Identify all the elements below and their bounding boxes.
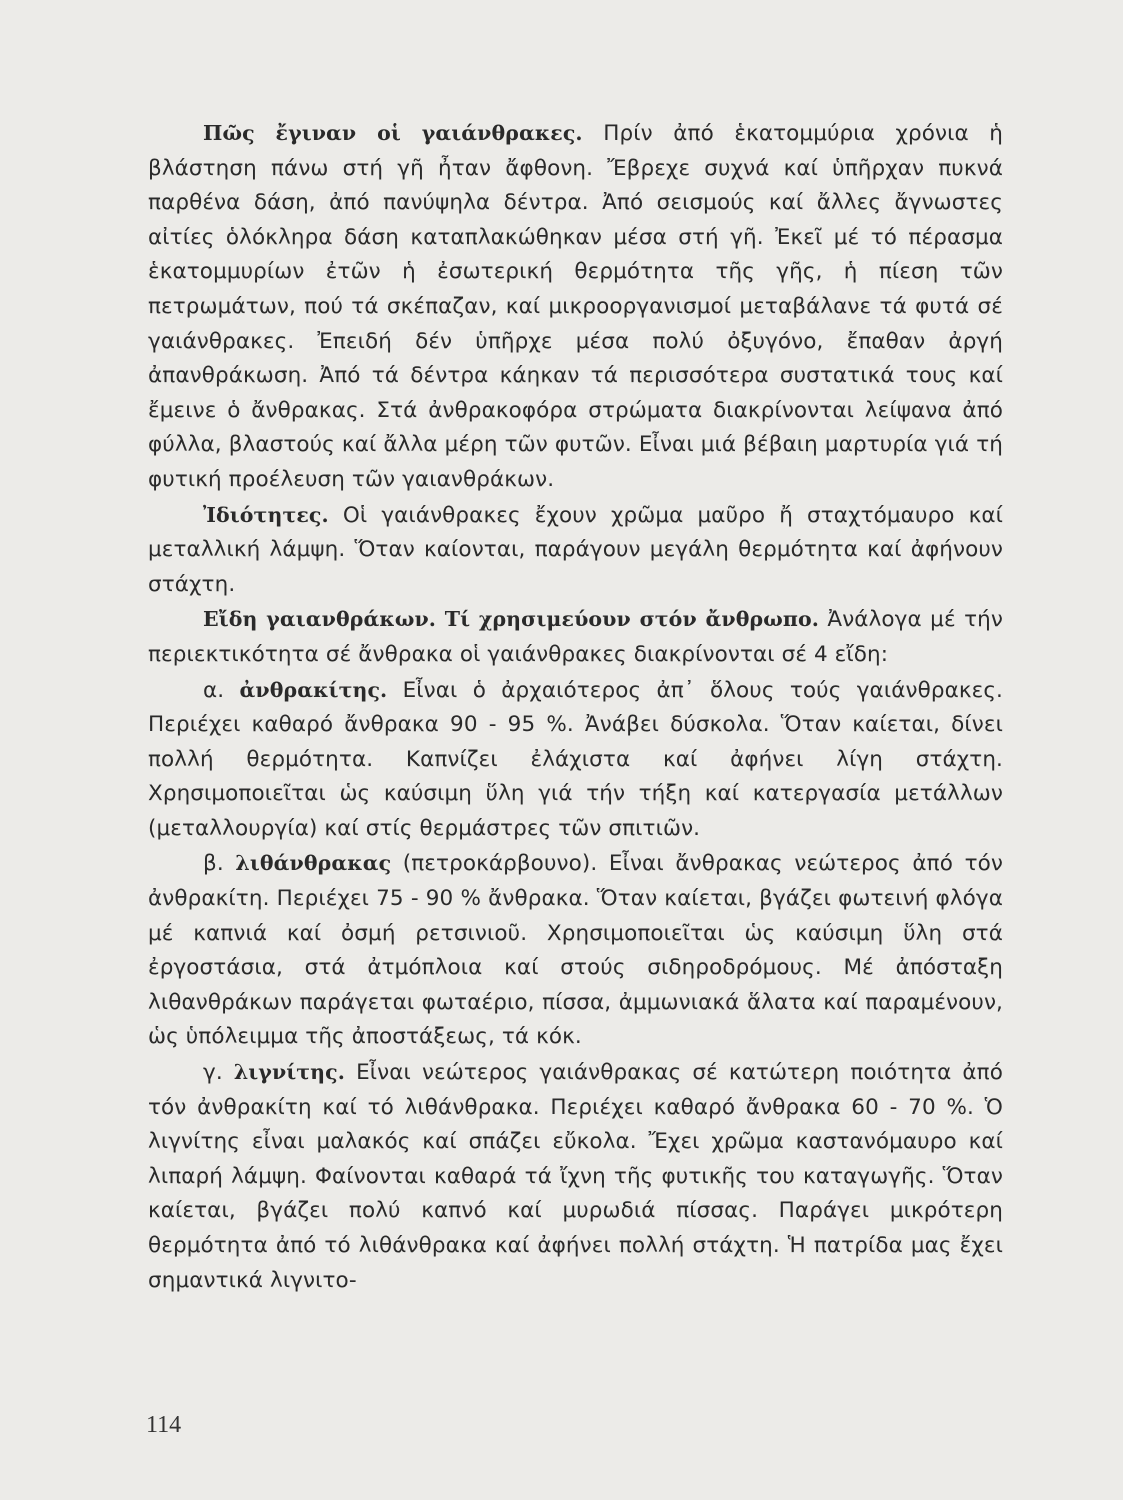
heading-types: Εἴδη γαιανθράκων. Τί χρησιμεύουν στόν ἄνθρωπο. bbox=[203, 607, 819, 632]
text-bituminous: (πετροκάρβουνο). Εἶναι ἄνθρακας νεώτερος ἀπό τόν ἀνθρακίτη. Περιέχει 75 - 90 % ἄνθρακα. Ὅταν καίεται, βγάζει φωτεινή φλόγα μέ καπνιά καί ὀσμή ρετσινιοῦ. Χρησιμοποιεῖται ὡς καύσιμη ὕλη στά ἐργοστάσια, στά ἀτμόπλοια καί στούς σιδηροδρόμους. Μέ ἀπόσταξη λιθανθράκων παράγεται φωταέριο, πίσσα, ἀμμωνιακά ἅλατα καί παραμένουν, ὡς ὑπόλειμμα τῆς ἀποστάξεως, τά κόκ. bbox=[148, 851, 1003, 1050]
prefix-anthracite: α. bbox=[203, 677, 240, 703]
paragraph-properties bbox=[148, 498, 1003, 603]
text-origin: Πρίν ἀπό ἑκατομμύρια χρόνια ἡ βλάστηση πάνω στή γῆ ἦταν ἄφθονη. Ἔβρεχε συχνά καί ὑπῆρχαν πυκνά παρθένα δάση, ἀπό πανύψηλα δέντρα. Ἀπό σεισμούς καί ἄλλες ἄγνωστες αἰτίες ὁλόκληρα δάση καταπλακώθηκαν μέσα στή γῆ. Ἐκεῖ μέ τό πέρασμα ἑκατομμυρίων ἐτῶν ἡ ἐσωτερική θερμότητα τῆς γῆς, ἡ πίεση τῶν πετρωμάτων, πού τά σκέπαζαν, καί μικροοργανισμοί μεταβάλανε τά φυτά σέ γαιάνθρακες. Ἐπειδή δέν ὑπῆρχε μέσα πολύ ὀξυγόνο, ἔπαθαν ἀργή ἀπανθράκωση. Ἀπό τά δέντρα κάηκαν τά περισσότερα συστατικά τους καί ἔμεινε ὁ ἄνθρακας. Στά ἀνθρακοφόρα στρώματα διακρίνονται λείψανα ἀπό φύλλα, βλαστούς καί ἄλλα μέρη τῶν φυτῶν. Εἶναι μιά βέβαιη μαρτυρία γιά τή φυτική προέλευση τῶν γαιανθράκων. bbox=[148, 121, 1003, 492]
paragraph-types bbox=[148, 602, 1003, 672]
text-lignite: Εἶναι νεώτερος γαιάνθρακας σέ κατώτερη ποιότητα ἀπό τόν ἀνθρακίτη καί τό λιθάνθρακα. Περιέχει καθαρό ἄνθρακα 60 - 70 %. Ὁ λιγνίτης εἶναι μαλακός καί σπάζει εὔκολα. Ἔχει χρῶμα καστανόμαυρο καί λιπαρή λάμψη. Φαίνονται καθαρά τά ἴχνη τῆς φυτικῆς του καταγωγῆς. Ὅταν καίεται, βγάζει πολύ καπνό καί μυρωδιά πίσσας. Παράγει μικρότερη θερμότητα ἀπό τό λιθάνθρακα καί ἀφήνει πολλή στάχτη. Ἡ πατρίδα μας ἔχει σημαντικά λιγνιτο- bbox=[148, 1060, 1003, 1293]
heading-lignite: λιγνίτης. bbox=[233, 1060, 346, 1085]
text-types: Ἀνάλογα μέ τήν περιεκτικότητα σέ ἄνθρακα οἱ γαιάνθρακες διακρίνονται σέ 4 εἴδη: bbox=[148, 607, 1003, 667]
paragraph-bituminous bbox=[148, 846, 1003, 1055]
heading-origin: Πῶς ἔγιναν οἱ γαιάνθρακες. bbox=[203, 121, 583, 145]
prefix-lignite: γ. bbox=[203, 1060, 234, 1086]
text-properties: Οἱ γαιάνθρακες ἔχουν χρῶμα μαῦρο ἤ σταχτόμαυρο καί μεταλλική λάμψη. Ὅταν καίονται, παράγουν μεγάλη θερμότητα καί ἀφήνουν στάχτη. bbox=[148, 502, 1003, 597]
page-number: 114 bbox=[146, 1412, 182, 1438]
page-body bbox=[148, 116, 1003, 1298]
paragraph-origin bbox=[148, 116, 1003, 498]
paragraph-lignite bbox=[148, 1055, 1003, 1298]
heading-anthracite: ἀνθρακίτης. bbox=[239, 677, 388, 702]
heading-bituminous: λιθάνθρακας bbox=[235, 851, 392, 876]
prefix-bituminous: β. bbox=[203, 851, 236, 877]
heading-properties: Ἰδιότητες. bbox=[203, 502, 329, 527]
paragraph-anthracite bbox=[148, 673, 1003, 847]
text-anthracite: Εἶναι ὁ ἀρχαιότερος ἀπ᾽ ὅλους τούς γαιάνθρακες. Περιέχει καθαρό ἄνθρακα 90 - 95 %. Ἀνάβει δύσκολα. Ὅταν καίεται, δίνει πολλή θερμότητα. Καπνίζει ἐλάχιστα καί ἀφήνει λίγη στάχτη. Χρησιμοποιεῖται ὡς καύσιμη ὕλη γιά τήν τήξη καί κατεργασία μετάλλων (μεταλλουργία) καί στίς θερμάστρες τῶν σπιτιῶν. bbox=[148, 677, 1003, 841]
